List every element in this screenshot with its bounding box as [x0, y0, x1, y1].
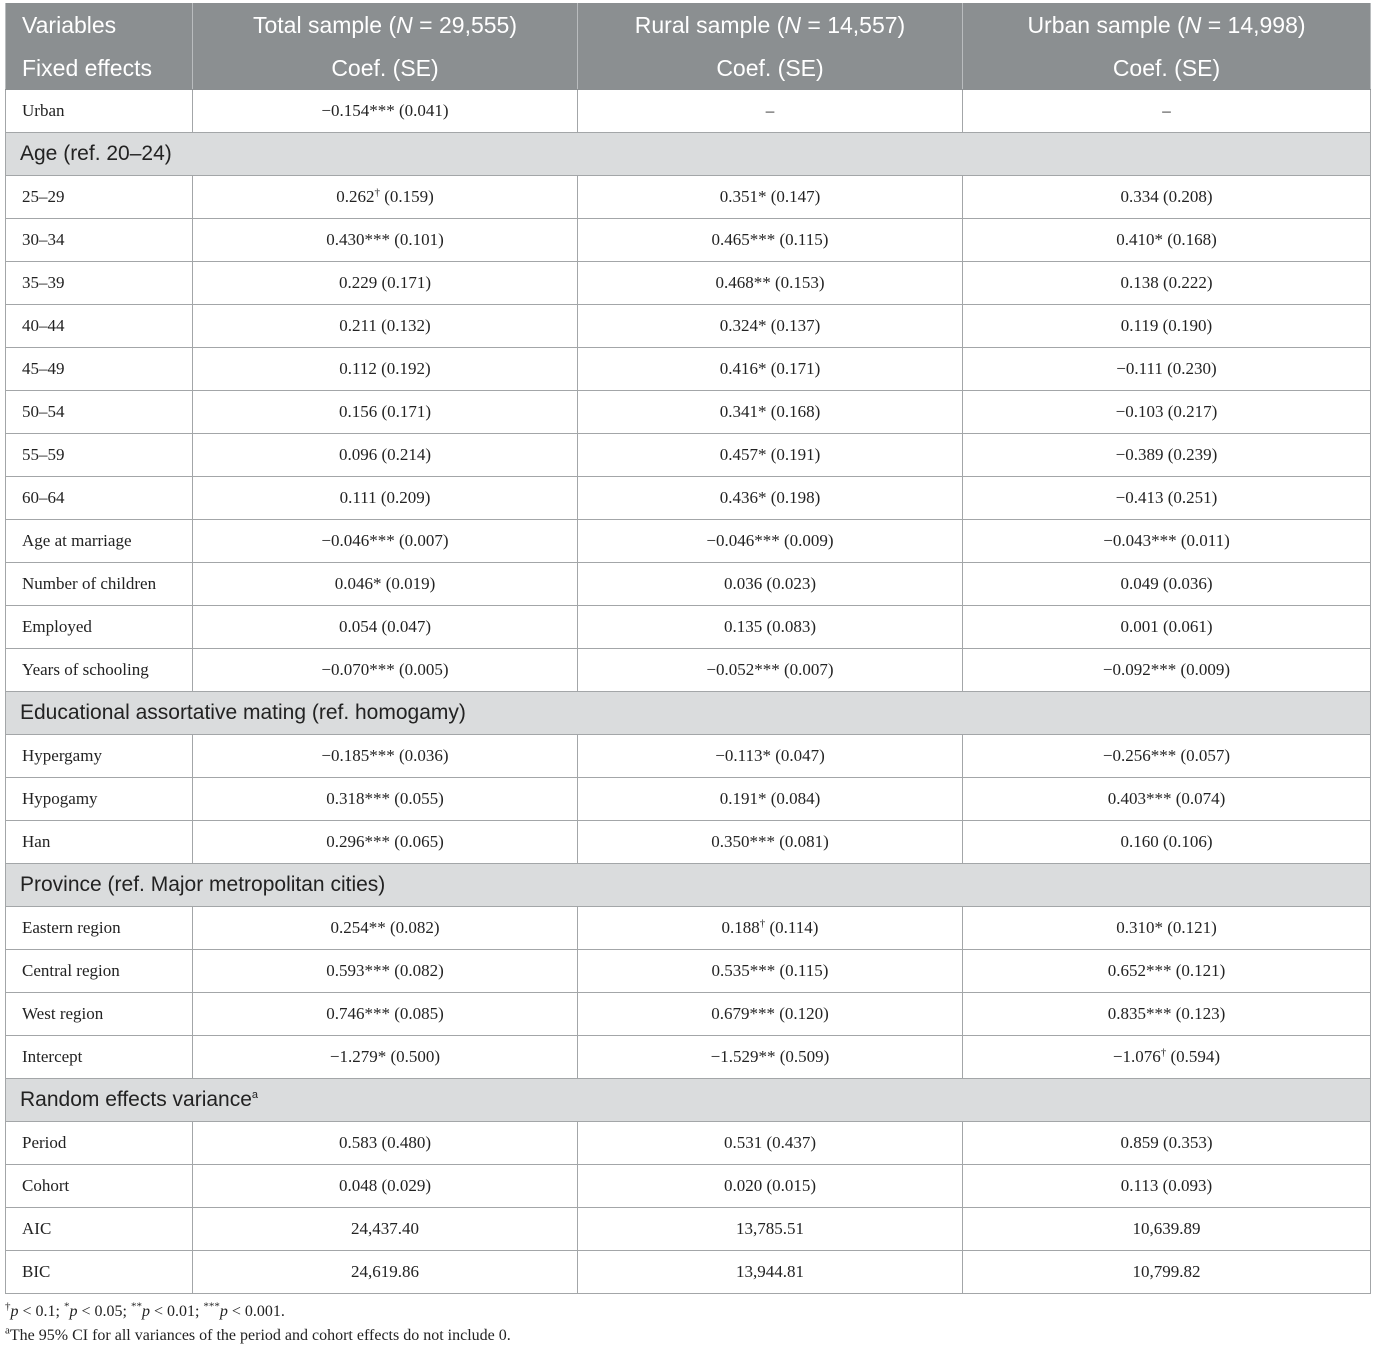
cell-rural: 0.436* (0.198): [578, 477, 963, 520]
table-row-age-at-marriage: [6, 520, 1371, 563]
cell-total: 0.746*** (0.085): [193, 993, 578, 1036]
header-row-variables: [6, 3, 1371, 47]
cell-urban: −0.256*** (0.057): [963, 735, 1371, 778]
cell-total: 0.262† (0.159): [193, 176, 578, 219]
cell-urban: –: [963, 90, 1371, 133]
cell-rural: 0.191* (0.084): [578, 778, 963, 821]
section-label-province: Province (ref. Major metropolitan cities): [6, 864, 1371, 907]
header-fixed-effects: Fixed effects: [6, 47, 193, 90]
cell-urban: 0.410* (0.168): [963, 219, 1371, 262]
section-label-educational-mating: Educational assortative mating (ref. homogamy): [6, 692, 1371, 735]
cell-urban: −0.413 (0.251): [963, 477, 1371, 520]
table-row-bic: [6, 1251, 1371, 1294]
cell-total: 0.156 (0.171): [193, 391, 578, 434]
row-label: 50–54: [6, 391, 193, 434]
cell-total: 24,437.40: [193, 1208, 578, 1251]
cell-rural: −1.529** (0.509): [578, 1036, 963, 1079]
cell-rural: 0.324* (0.137): [578, 305, 963, 348]
cell-urban: −0.043*** (0.011): [963, 520, 1371, 563]
row-label: Hypergamy: [6, 735, 193, 778]
cell-total: 0.254** (0.082): [193, 907, 578, 950]
cell-rural: 0.350*** (0.081): [578, 821, 963, 864]
cell-urban: 10,799.82: [963, 1251, 1371, 1294]
cell-rural: −0.052*** (0.007): [578, 649, 963, 692]
header-coef-urban: Coef. (SE): [963, 47, 1371, 90]
cell-total: 0.111 (0.209): [193, 477, 578, 520]
cell-urban: 0.859 (0.353): [963, 1122, 1371, 1165]
cell-rural: 0.468** (0.153): [578, 262, 963, 305]
cell-urban: −0.111 (0.230): [963, 348, 1371, 391]
cell-urban: 0.310* (0.121): [963, 907, 1371, 950]
cell-urban: 0.001 (0.061): [963, 606, 1371, 649]
cell-urban: 0.113 (0.093): [963, 1165, 1371, 1208]
footnote-marker-a: a: [251, 1089, 259, 1101]
cell-urban: 0.652*** (0.121): [963, 950, 1371, 993]
cell-urban: −1.076† (0.594): [963, 1036, 1371, 1079]
cell-total: 0.318*** (0.055): [193, 778, 578, 821]
table-row-central-region: [6, 950, 1371, 993]
table-row-age-40-44: [6, 305, 1371, 348]
cell-total: −0.185*** (0.036): [193, 735, 578, 778]
cell-rural: –: [578, 90, 963, 133]
cell-urban: 0.049 (0.036): [963, 563, 1371, 606]
cell-total: 0.096 (0.214): [193, 434, 578, 477]
row-label: Han: [6, 821, 193, 864]
table-row-age-60-64: [6, 477, 1371, 520]
row-label: Employed: [6, 606, 193, 649]
cell-total: 0.054 (0.047): [193, 606, 578, 649]
table-row-han: [6, 821, 1371, 864]
table-row-west-region: [6, 993, 1371, 1036]
row-label: Hypogamy: [6, 778, 193, 821]
cell-total: −1.279* (0.500): [193, 1036, 578, 1079]
row-label: 60–64: [6, 477, 193, 520]
table-row-employed: [6, 606, 1371, 649]
footnote-a: $^a$The 95% CI for all variances of the period and cohort effects do not include 0.: [5, 1324, 511, 1344]
row-label: Intercept: [6, 1036, 193, 1079]
row-label: Central region: [6, 950, 193, 993]
row-label: BIC: [6, 1251, 193, 1294]
cell-total: −0.070*** (0.005): [193, 649, 578, 692]
section-educational-mating: [6, 692, 1371, 735]
row-label: 45–49: [6, 348, 193, 391]
row-label: Period: [6, 1122, 193, 1165]
table-footnotes: [5, 1300, 1370, 1348]
cell-rural: 0.036 (0.023): [578, 563, 963, 606]
section-label-random-effects: Random effects variance$^a$: [6, 1079, 1371, 1122]
cell-rural: 0.465*** (0.115): [578, 219, 963, 262]
cell-rural: 0.531 (0.437): [578, 1122, 963, 1165]
row-label: West region: [6, 993, 193, 1036]
cell-rural: 0.535*** (0.115): [578, 950, 963, 993]
header-coef-rural: Coef. (SE): [578, 47, 963, 90]
results-table: [5, 3, 1371, 1294]
cell-total: 0.296*** (0.065): [193, 821, 578, 864]
table-row-cohort: [6, 1165, 1371, 1208]
regression-table-container: [5, 3, 1370, 1348]
cell-urban: 0.160 (0.106): [963, 821, 1371, 864]
table-row-urban: [6, 90, 1371, 133]
table-row-age-25-29: [6, 176, 1371, 219]
header-row-fixed-effects: [6, 47, 1371, 90]
dagger-marker: †: [759, 917, 766, 930]
cell-rural: 0.457* (0.191): [578, 434, 963, 477]
cell-total: −0.046*** (0.007): [193, 520, 578, 563]
row-label: 30–34: [6, 219, 193, 262]
cell-urban: 0.138 (0.222): [963, 262, 1371, 305]
cell-urban: −0.092*** (0.009): [963, 649, 1371, 692]
cell-total: 0.593*** (0.082): [193, 950, 578, 993]
table-row-hypogamy: [6, 778, 1371, 821]
cell-rural: 13,785.51: [578, 1208, 963, 1251]
table-row-period: [6, 1122, 1371, 1165]
table-row-intercept: [6, 1036, 1371, 1079]
row-label: Cohort: [6, 1165, 193, 1208]
table-row-aic: [6, 1208, 1371, 1251]
header-variables: Variables: [6, 3, 193, 47]
row-label: 40–44: [6, 305, 193, 348]
cell-urban: 0.119 (0.190): [963, 305, 1371, 348]
row-label: Number of children: [6, 563, 193, 606]
row-label: Eastern region: [6, 907, 193, 950]
cell-urban: −0.103 (0.217): [963, 391, 1371, 434]
cell-rural: −0.046*** (0.009): [578, 520, 963, 563]
row-label: 55–59: [6, 434, 193, 477]
cell-rural: 0.188† (0.114): [578, 907, 963, 950]
cell-total: 24,619.86: [193, 1251, 578, 1294]
cell-rural: 0.351* (0.147): [578, 176, 963, 219]
cell-total: 0.112 (0.192): [193, 348, 578, 391]
header-rural-sample: Rural sample (N = 14,557): [578, 3, 963, 47]
row-label: Years of schooling: [6, 649, 193, 692]
cell-total: 0.211 (0.132): [193, 305, 578, 348]
cell-urban: 0.403*** (0.074): [963, 778, 1371, 821]
row-label: Age at marriage: [6, 520, 193, 563]
row-label: 35–39: [6, 262, 193, 305]
cell-total: 0.430*** (0.101): [193, 219, 578, 262]
table-row-age-35-39: [6, 262, 1371, 305]
cell-urban: 10,639.89: [963, 1208, 1371, 1251]
cell-total: 0.046* (0.019): [193, 563, 578, 606]
header-urban-sample: Urban sample (N = 14,998): [963, 3, 1371, 47]
table-row-age-45-49: [6, 348, 1371, 391]
dagger-marker: †: [374, 186, 380, 199]
cell-rural: 0.341* (0.168): [578, 391, 963, 434]
section-random-effects: [6, 1079, 1371, 1122]
table-row-eastern-region: [6, 907, 1371, 950]
footnote-significance: †p < 0.1; *p < 0.05; **p < 0.01; ***p < 0.001.: [5, 1300, 285, 1320]
cell-urban: 0.835*** (0.123): [963, 993, 1371, 1036]
table-row-age-55-59: [6, 434, 1371, 477]
table-row-number-of-children: [6, 563, 1371, 606]
section-province: [6, 864, 1371, 907]
cell-urban: −0.389 (0.239): [963, 434, 1371, 477]
cell-rural: 0.679*** (0.120): [578, 993, 963, 1036]
cell-urban: 0.334 (0.208): [963, 176, 1371, 219]
table-row-hypergamy: [6, 735, 1371, 778]
row-label: AIC: [6, 1208, 193, 1251]
table-row-age-50-54: [6, 391, 1371, 434]
cell-rural: −0.113* (0.047): [578, 735, 963, 778]
dagger-marker: †: [1160, 1046, 1167, 1059]
cell-rural: 0.135 (0.083): [578, 606, 963, 649]
cell-total: −0.154*** (0.041): [193, 90, 578, 133]
cell-total: 0.048 (0.029): [193, 1165, 578, 1208]
table-row-years-of-schooling: [6, 649, 1371, 692]
row-label: 25–29: [6, 176, 193, 219]
cell-rural: 0.020 (0.015): [578, 1165, 963, 1208]
header-total-sample: Total sample (N = 29,555): [193, 3, 578, 47]
cell-rural: 0.416* (0.171): [578, 348, 963, 391]
section-age: [6, 133, 1371, 176]
row-label: Urban: [6, 90, 193, 133]
table-row-age-30-34: [6, 219, 1371, 262]
header-coef-total: Coef. (SE): [193, 47, 578, 90]
cell-total: 0.229 (0.171): [193, 262, 578, 305]
cell-total: 0.583 (0.480): [193, 1122, 578, 1165]
section-label-age: Age (ref. 20–24): [6, 133, 1371, 176]
cell-rural: 13,944.81: [578, 1251, 963, 1294]
